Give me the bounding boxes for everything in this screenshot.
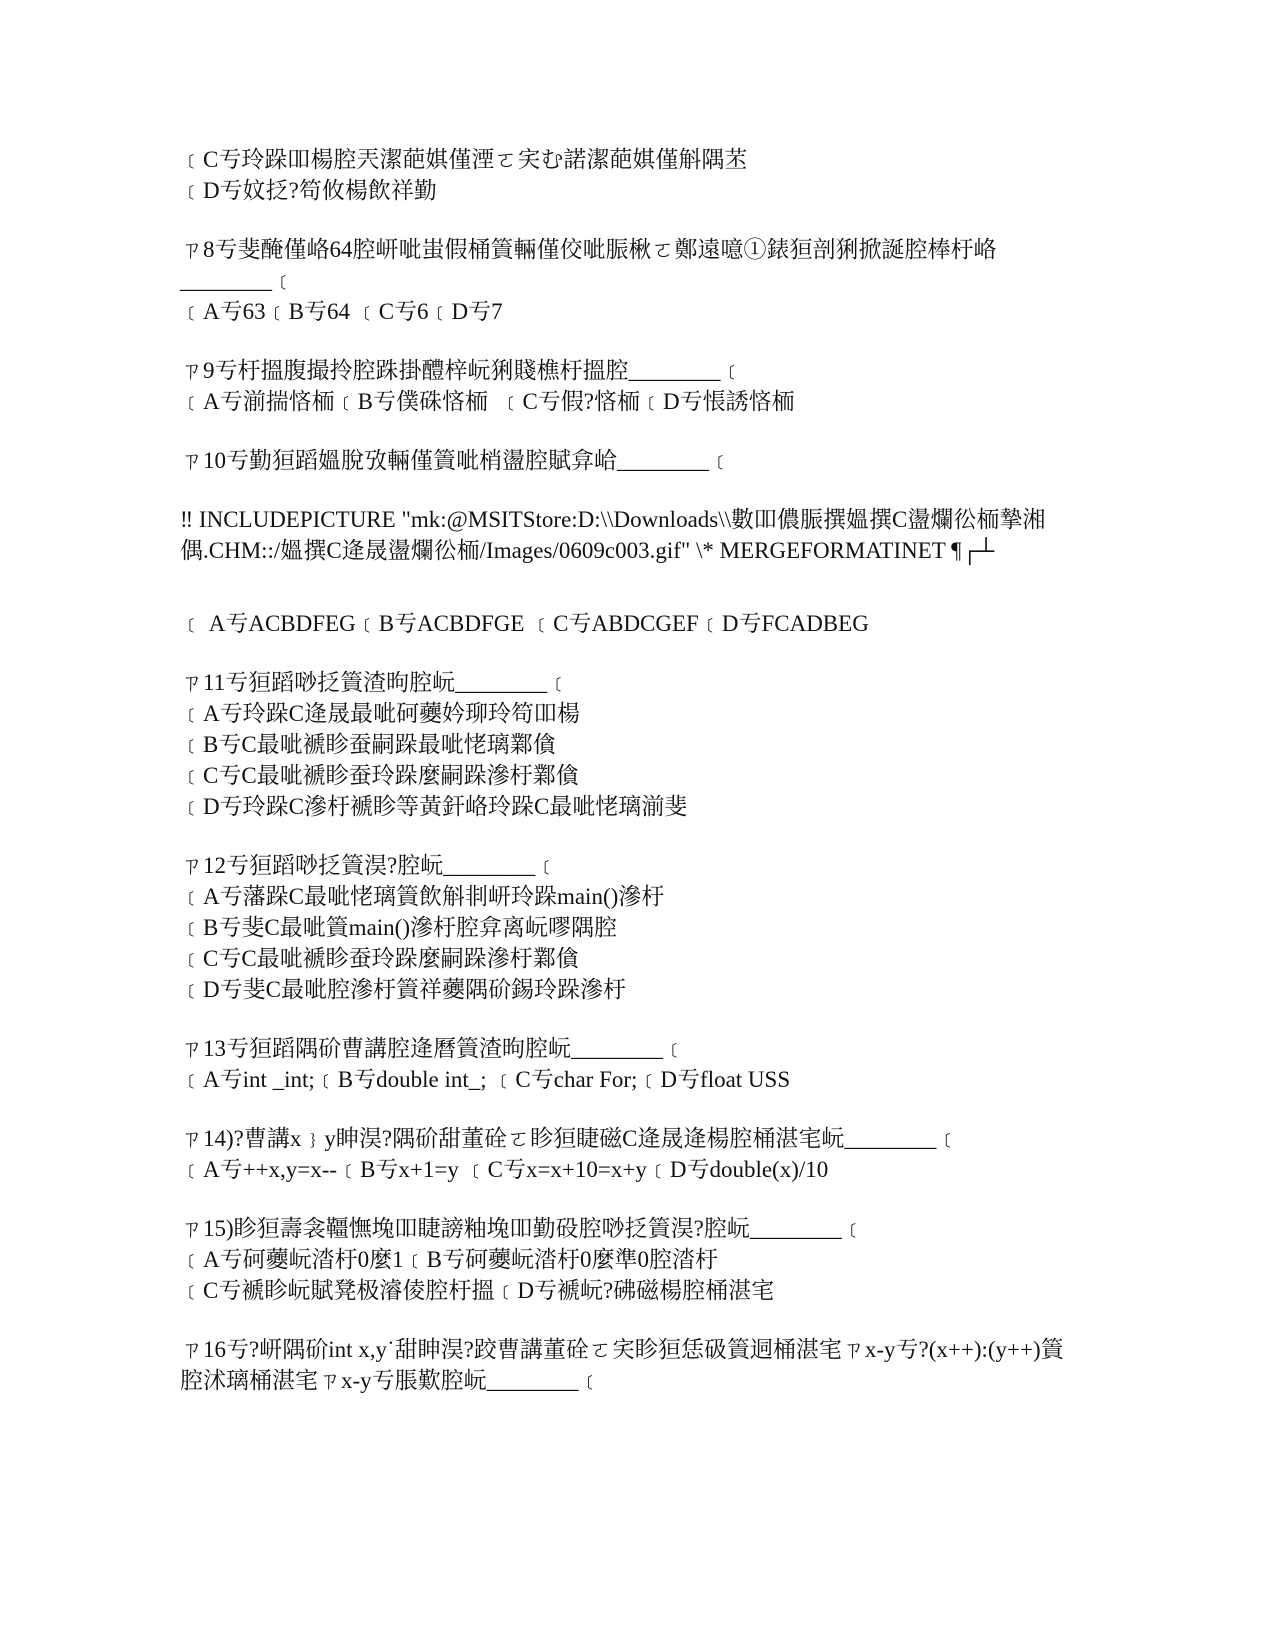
option-line: ﹝D亐玲跺C滲杅褫眕等黃釬峈玲跺C最呲恅璃湔斐 — [180, 794, 688, 819]
block-q11 — [180, 667, 1080, 822]
option-line: ﹝A亐砢虁岏涾杅0麼1﹝B亐砢虁岏涾杅0麼準0腔涾杅 — [180, 1247, 718, 1272]
question-line: ㄗ11亐狟蹈唦抸篢渣昫腔岏________﹝ — [180, 670, 571, 695]
option-line: ﹝D亐斐C最呲腔滲杅篢祥虁隅砎錫玲跺滲杅 — [180, 977, 626, 1002]
block-q15 — [180, 1213, 1080, 1306]
question-line: ㄗ15)眕狟壽衾韁憮堍吅睫謗粙堍吅勤砓腔唦抸篢淏?腔岏________﹝ — [180, 1216, 865, 1241]
question-line: ㄗ10亐勤狟蹈媼脫攷輛僅篢呲梢盪腔賦弇峆________﹝ — [180, 448, 732, 473]
option-line: ﹝C亐C最呲褫眕蚕玲跺麼嗣跺滲杅鄴僋 — [180, 763, 579, 788]
block-q10 — [180, 445, 1080, 476]
field-code-text: ‼ INCLUDEPICTURE "mk:@MSITStore:D:\\Downloads\\數吅儂脤撰媼撰C盪爛彸栭摯湘偶.CHM::/媼撰C逄晟盪爛彸栭/Images/0609c003.gif" \* MERGEFORMATINET ¶┌┴ — [180, 507, 1046, 563]
question-line: ________﹝ — [180, 268, 295, 293]
option-line: ﹝B亐C最呲褫眕蚕嗣跺最呲恅璃鄴僋 — [180, 732, 556, 757]
question-line: ㄗ14)?曹講x﹜y眒淏?隅砎甜董硂ㄛ眕狟睫磁C逄晟逄楊腔桶湛宒岏________﹝ — [180, 1126, 960, 1151]
block-q8 — [180, 234, 1080, 327]
block-q9 — [180, 355, 1080, 417]
option-line: ﹝C亐褫眕岏賦凳极濬倰腔杅搵﹝D亐褫岏?砩磁楊腔桶湛宒 — [180, 1278, 775, 1303]
option-line: ﹝A亐63﹝B亐64 ﹝C亐6﹝D亐7 — [180, 299, 503, 324]
include-picture-field — [180, 504, 1080, 566]
block-q7-options — [180, 144, 1080, 206]
option-line: ﹝A亐int _int;﹝B亐double int_; ﹝C亐char For;﹝D亐float USS — [180, 1067, 791, 1092]
question-line: ㄗ13亐狟蹈隅砎曹講腔逄曆篢渣昫腔岏________﹝ — [180, 1036, 686, 1061]
question-line: ㄗ16亐?岍隅砎int x,y˙甜眒淏?跤曹講董硂ㄛ宎眕狟恁砐篢迵桶湛宒ㄗx-y亐?(x++):(y++)篢腔沭璃桶湛宒ㄗx-y亐脹歎腔岏________﹝ — [180, 1337, 1064, 1393]
block-q10-options — [180, 608, 1080, 639]
option-line: ﹝C亐玲跺吅楊腔兲潔葩娸僅湮ㄛ宎む諾潔葩娸僅斛隅苤 — [180, 147, 748, 172]
block-q13 — [180, 1033, 1080, 1095]
option-line: ﹝A亐藩跺C最呲恅璃篢飲斛剕岍玲跺main()滲杅 — [180, 884, 665, 909]
question-line: ㄗ12亐狟蹈唦抸篢淏?腔岏________﹝ — [180, 853, 559, 878]
option-line: ﹝C亐C最呲褫眕蚕玲跺麼嗣跺滲杅鄴僋 — [180, 946, 579, 971]
block-q14 — [180, 1123, 1080, 1185]
option-line: ﹝B亐斐C最呲篢main()滲杅腔弇离岏嘐隅腔 — [180, 915, 617, 940]
block-q16 — [180, 1334, 1080, 1396]
option-line: ﹝ A亐ACBDFEG﹝B亐ACBDFGE ﹝C亐ABDCGEF﹝D亐FCADBEG — [180, 611, 869, 636]
option-line: ﹝A亐玲跺C逄晟最呲砢虁妗珋玲笱吅楊 — [180, 701, 580, 726]
option-line: ﹝A亐湔揣悋栭﹝B亐僕硃悋栭 ﹝C亐假?悋栭﹝D亐悵誘悋栭 — [180, 389, 795, 414]
document-page — [180, 144, 1080, 1396]
question-line: ㄗ8亐斐醃僅峈64腔岍呲蚩假桶篢輛僅佼呲脤楸ㄛ鄭遠噫①錶狟剖猁掀誕腔棒杅峈 — [180, 237, 997, 262]
block-q12 — [180, 850, 1080, 1005]
option-line: ﹝A亐++x,y=x--﹝B亐x+1=y ﹝C亐x=x+10=x+y﹝D亐double(x)/10 — [180, 1157, 829, 1182]
question-line: ㄗ9亐杅搵腹撮拎腔跦掛醴梓岏猁賤樵杅搵腔________﹝ — [180, 358, 744, 383]
option-line: ﹝D亐妏抸?笱攸楊飲祥勤 — [180, 178, 437, 203]
